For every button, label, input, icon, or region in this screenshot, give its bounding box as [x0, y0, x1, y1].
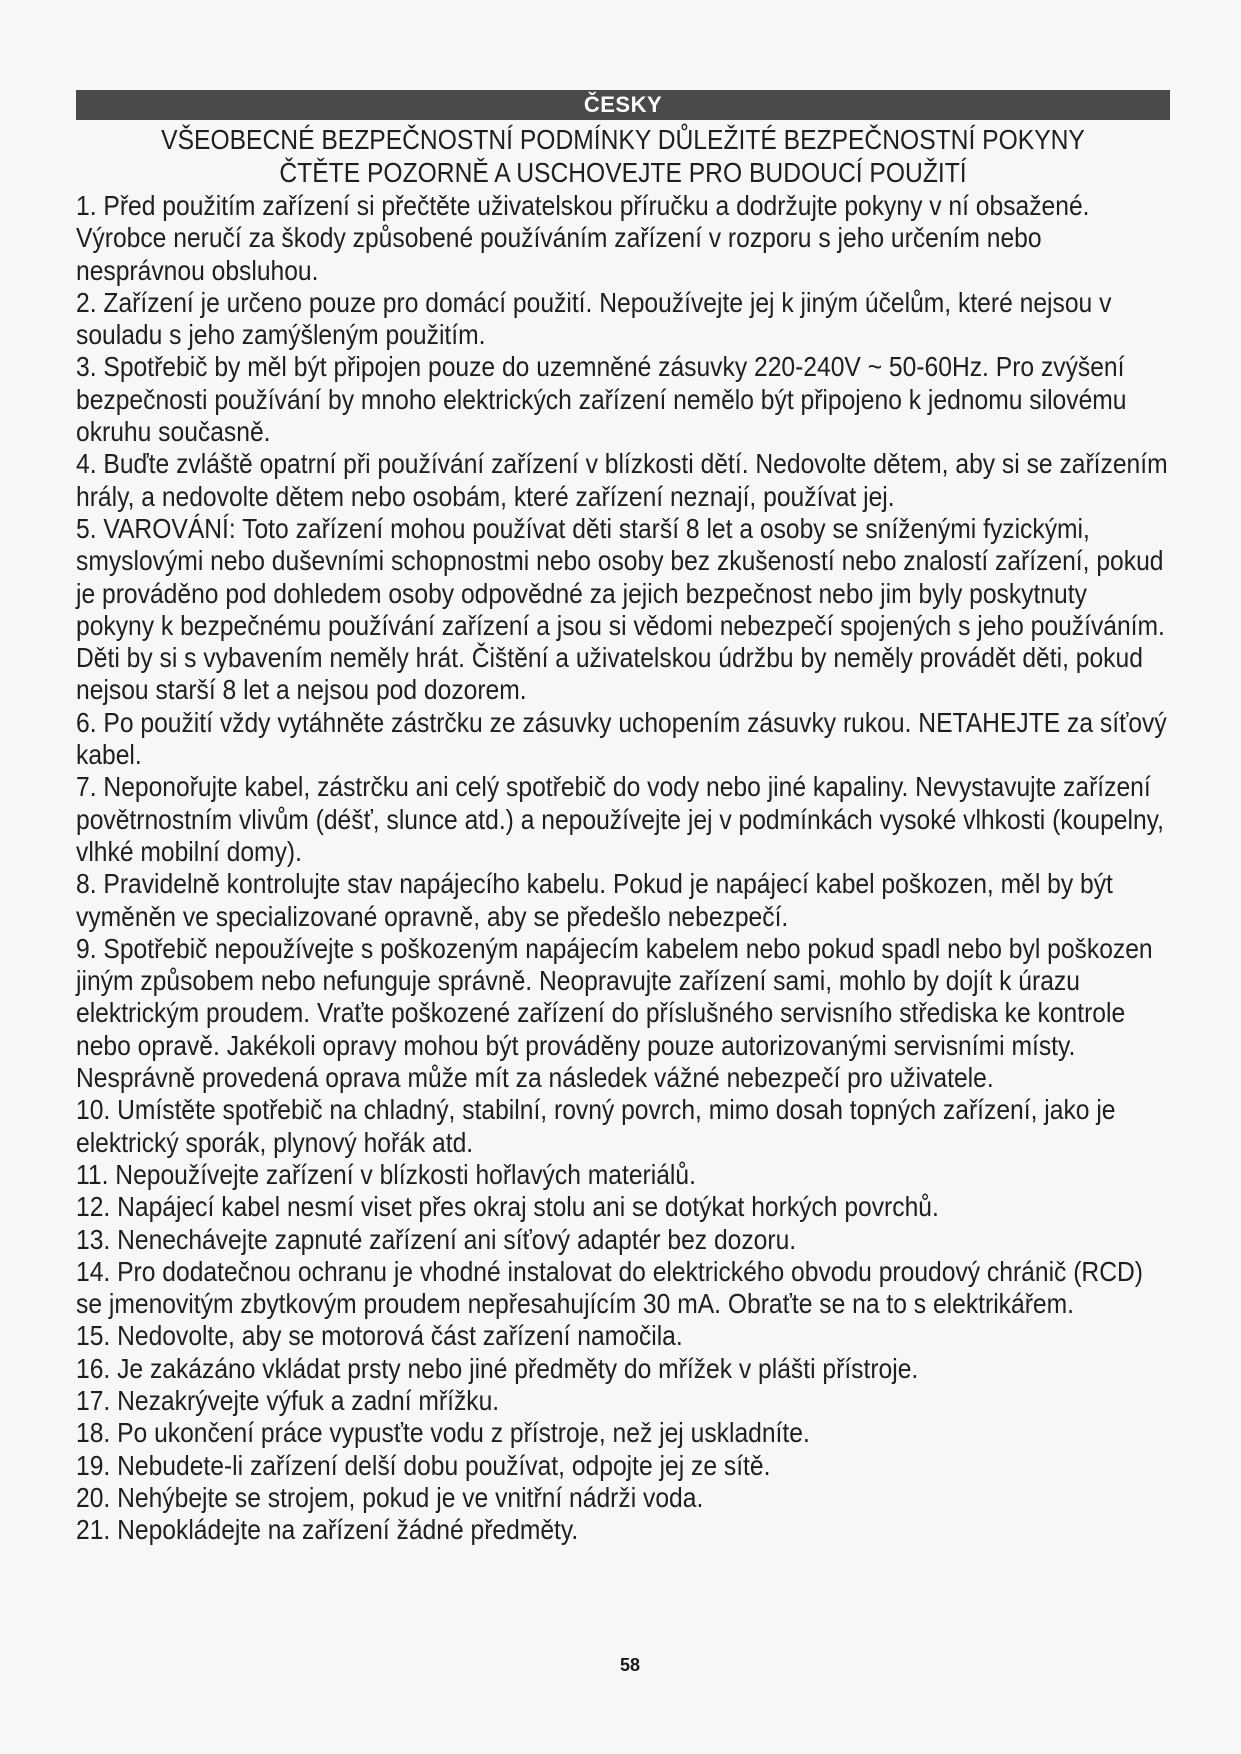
page-number: 58 [620, 1655, 641, 1675]
instruction-item: 9. Spotřebič nepoužívejte s poškozeným napájecím kabelem nebo pokud spadl nebo byl poškozen jiným způsobem nebo nefunguje správně. Neopravujte zařízení sami, mohlo by dojít k úrazu elektrickým proudem. Vraťte poškozené zařízení do příslušného servisního střediska ke kontrole nebo opravě. Jakékoli opravy mohou být prováděny pouze autorizovanými servisními místy. Nesprávně provedená oprava může mít za následek vážné nebezpečí pro uživatele. [76, 932, 1153, 1094]
instruction-item: 1. Před použitím zařízení si přečtěte uživatelskou příručku a dodržujte pokyny v ní obsažené. Výrobce neručí za škody způsobené používáním zařízení v rozporu s jeho určením nebo nesprávnou obsluhou. [76, 190, 1090, 286]
instruction-item: 17. Nezakrývejte výfuk a zadní mřížku. [76, 1384, 500, 1416]
safety-heading-line-2: ČTĚTE POZORNĚ A USCHOVEJTE PRO BUDOUCÍ POUŽITÍ [279, 157, 967, 188]
instruction-item: 21. Nepokládejte na zařízení žádné předměty. [76, 1514, 579, 1546]
instruction-item: 8. Pravidelně kontrolujte stav napájecího kabelu. Pokud je napájecí kabel poškozen, měl by být vyměněn ve specializované opravně, aby se předešlo nebezpečí. [76, 868, 1113, 932]
instruction-item: 16. Je zakázáno vkládat prsty nebo jiné předměty do mřížek v plášti přístroje. [76, 1352, 919, 1384]
instruction-item: 11. Nepoužívejte zařízení v blízkosti hořlavých materiálů. [76, 1158, 696, 1190]
language-header-bar: ČESKY [76, 90, 1170, 120]
instruction-item: 15. Nedovolte, aby se motorová část zařízení namočila. [76, 1320, 683, 1352]
instruction-item: 12. Napájecí kabel nesmí viset přes okraj stolu ani se dotýkat horkých povrchů. [76, 1191, 939, 1223]
instruction-item: 6. Po použití vždy vytáhněte zástrčku ze zásuvky uchopením zásuvky rukou. NETAHEJTE za síťový kabel. [76, 706, 1167, 771]
instruction-item: 19. Nebudete-li zařízení delší dobu používat, odpojte jej ze sítě. [76, 1449, 771, 1481]
instruction-item: 18. Po ukončení práce vypusťte vodu z přístroje, než jej uskladníte. [76, 1417, 810, 1449]
instruction-item: 10. Umístěte spotřebič na chladný, stabilní, rovný povrch, mimo dosah topných zařízení, jako je elektrický sporák, plynový hořák atd. [76, 1094, 1116, 1158]
safety-heading-line-1: VŠEOBECNÉ BEZPEČNOSTNÍ PODMÍNKY DŮLEŽITÉ BEZPEČNOSTNÍ POKYNY [161, 124, 1085, 155]
instruction-item: 4. Buďte zvláště opatrní při používání zařízení v blízkosti dětí. Nedovolte dětem, aby si se zařízením hrály, a nedovolte dětem nebo osobám, které zařízení neznají, používat jej. [76, 448, 1168, 512]
instruction-item: 20. Nehýbejte se strojem, pokud je ve vnitřní nádrži voda. [76, 1481, 704, 1513]
instruction-item: 2. Zařízení je určeno pouze pro domácí použití. Nepoužívejte jej k jiným účelům, které nejsou v souladu s jeho zamýšleným použitím. [76, 286, 1112, 351]
instruction-item: 3. Spotřebič by měl být připojen pouze do uzemněné zásuvky 220-240V ~ 50-60Hz. Pro zvýšení bezpečnosti používání by mnoho elektrických zařízení nemělo být připojeno k jednomu silovému okruhu současně. [76, 351, 1127, 448]
safety-instructions-list [76, 190, 1171, 1546]
instruction-item: 13. Nenechávejte zapnuté zařízení ani síťový adaptér bez dozoru. [76, 1223, 797, 1255]
instruction-item: 7. Neponořujte kabel, zástrčku ani celý spotřebič do vody nebo jiné kapaliny. Nevystavujte zařízení povětrnostním vlivům (déšť, slunce atd.) a nepoužívejte jej v podmínkách vysoké vlhkosti (koupelny, vlhké mobilní domy). [76, 771, 1164, 867]
instruction-item: 14. Pro dodatečnou ochranu je vhodné instalovat do elektrického obvodu proudový chránič (RCD) se jmenovitým zbytkovým proudem nepřesahujícím 30 mA. Obraťte se na to s elektrikářem. [76, 1255, 1144, 1320]
instruction-item: 5. VAROVÁNÍ: Toto zařízení mohou používat děti starší 8 let a osoby se sníženými fyzickými, smyslovými nebo duševními schopnostmi nebo osoby bez zkušeností nebo znalostí zařízení, pokud je prováděno pod dohledem osoby odpovědné za jejich bezpečnost nebo jim byly poskytnuty pokyny k bezpečnému používání zařízení a jsou si vědomi nebezpečí spojených s jeho používáním. Děti by si s vybavením neměly hrát. Čištění a uživatelskou údržbu by neměly provádět děti, pokud nejsou starší 8 let a nejsou pod dozorem. [76, 512, 1165, 706]
